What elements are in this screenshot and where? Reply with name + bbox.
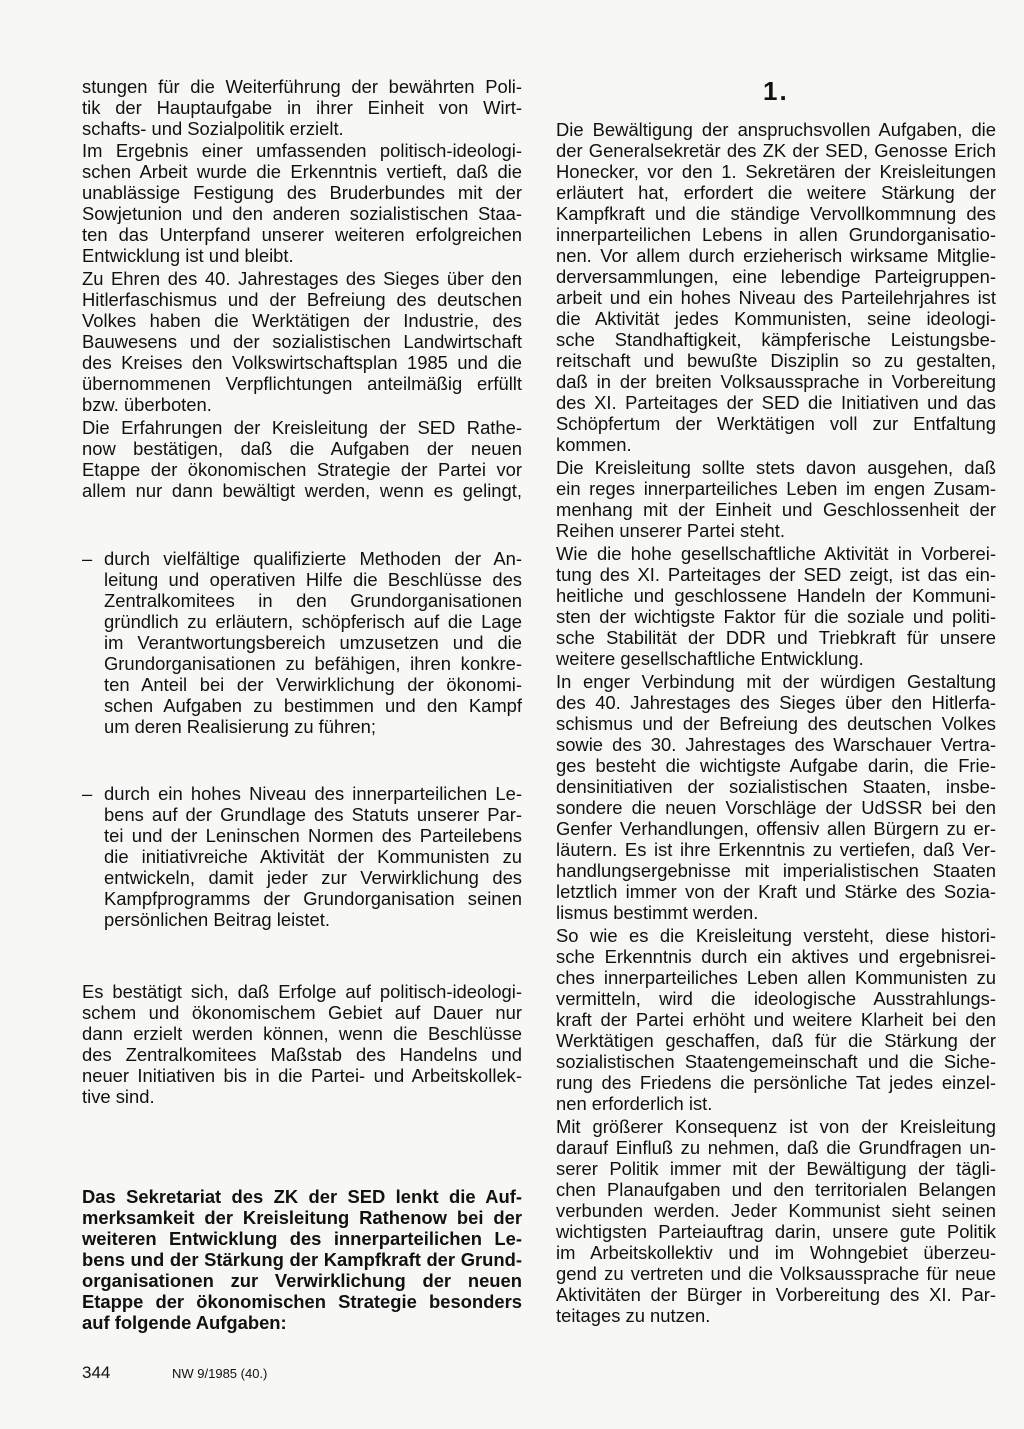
text-line: Bauwesens und der sozialistischen Landwirtschaft (82, 331, 522, 352)
text-line: Reihen unserer Partei steht. (556, 520, 785, 541)
text-line: weiteren Entwicklung des innerparteilichen Le- (82, 1228, 522, 1249)
text-line: sten der wichtigste Faktor für die soziale und politi- (556, 606, 996, 627)
text-line: Volkes haben die Werktätigen der Industrie, des (82, 310, 522, 331)
text-line: arbeit und ein hohes Niveau des Parteilehrjahres ist (556, 287, 996, 308)
text-line: schafts- und Sozialpolitik erzielt. (82, 118, 344, 139)
text-line: weitere gesellschaftliche Entwicklung. (556, 648, 864, 669)
text-line: Genfer Verhandlungen, offensiv allen Bürgern zu er- (556, 818, 996, 839)
text-line: innerparteilichen Lebens in allen Grundorganisatio- (556, 224, 996, 245)
text-line: der Generalsekretär des ZK der SED, Genosse Erich (556, 140, 996, 161)
text-line: bens und der Stärkung der Kampfkraft der Grund- (82, 1249, 522, 1270)
text-line: Honecker, vor den 1. Sekretären der Kreisleitungen (556, 161, 996, 182)
text-line: im Verantwortungsbereich umzusetzen und die (104, 632, 522, 653)
text-line: organisationen zur Verwirklichung der neuen (82, 1270, 522, 1291)
text-line: serer Politik immer mit der Bewältigung der tägli- (556, 1158, 996, 1179)
text-line: durch vielfältige qualifizierte Methoden der An- (104, 548, 522, 569)
text-line: tik der Hauptaufgabe in ihrer Einheit von Wirt- (82, 97, 522, 118)
text-line: Es bestätigt sich, daß Erfolge auf politisch-ideologi- (82, 981, 522, 1002)
text-line: sche Standhaftigkeit, kämpferische Leistungsbe- (556, 329, 996, 350)
text-line: sche Stabilität der DDR und Triebkraft für unsere (556, 627, 996, 648)
text-line: nen. Vor allem durch erzieherisch wirksame Mitglie- (556, 245, 996, 266)
text-line: bens auf der Grundlage des Statuts unserer Par- (104, 804, 522, 825)
text-line: ges besteht die wichtigste Aufgabe darin, die Frie- (556, 755, 996, 776)
text-line: Mit größerer Konsequenz ist von der Kreisleitung (556, 1116, 996, 1137)
text-line: des XI. Parteitages der SED die Initiativen und das (556, 392, 996, 413)
text-line: Zu Ehren des 40. Jahrestages des Sieges über den (82, 268, 522, 289)
text-line: Das Sekretariat des ZK der SED lenkt die Auf- (82, 1186, 522, 1207)
text-line: verbunden werden. Jeder Kommunist sieht seinen (556, 1200, 996, 1221)
text-line: vermitteln, wird die ideologische Ausstrahlungs- (556, 988, 996, 1009)
text-line: Wie die hohe gesellschaftliche Aktivität in Vorberei- (556, 543, 996, 564)
text-line: heitliche und geschlossene Handeln der Kommuni- (556, 585, 996, 606)
text-line: teitages zu nutzen. (556, 1305, 711, 1326)
section-number: 1. (763, 76, 789, 106)
text-line: allem nur dann bewältigt werden, wenn es gelingt, (82, 480, 522, 501)
text-line: daß in der breiten Volksaussprache in Vorbereitung (556, 371, 996, 392)
text-line: Sowjetunion und den anderen sozialistischen Staa- (82, 203, 522, 224)
text-line: um deren Realisierung zu führen; (104, 716, 376, 737)
text-line: schismus und der Befreiung des deutschen Volkes (556, 713, 996, 734)
text-line: stungen für die Weiterführung der bewährten Poli- (82, 76, 522, 97)
text-line: handlungsergebnisse mit imperialistischen Staaten (556, 860, 996, 881)
text-line: gend zu vertreten und die Volksaussprache für neue (556, 1263, 996, 1284)
text-line: ten Anteil bei der Verwirklichung der ökonomi- (104, 674, 522, 695)
text-line: ches innerparteiliches Leben allen Kommunisten zu (556, 967, 996, 988)
text-line: Etappe der ökonomischen Strategie besonders (82, 1291, 522, 1312)
text-line: nen erforderlich ist. (556, 1093, 713, 1114)
text-line: kraft der Partei erhöht und weitere Klarheit bei den (556, 1009, 996, 1030)
text-line: kommen. (556, 434, 632, 455)
text-line: des Zentralkomitees Maßstab des Handelns und (82, 1044, 522, 1065)
text-line: unablässige Festigung des Bruderbundes mit der (82, 182, 522, 203)
text-line: Schöpfertum der Werktätigen voll zur Entfaltung (556, 413, 996, 434)
text-line: Zentralkomitees in den Grundorganisationen (104, 590, 522, 611)
text-line: ein reges innerparteiliches Leben im engen Zusam- (556, 478, 996, 499)
text-line: läutern. Es ist ihre Erkenntnis zu vertiefen, daß Ver- (556, 839, 996, 860)
issue-reference: NW 9/1985 (40.) (172, 1366, 268, 1381)
text-line: neuer Initiativen bis in die Partei- und Arbeitskollek- (82, 1065, 522, 1086)
text-line: Grundorganisationen zu befähigen, ihren konkre- (104, 653, 522, 674)
text-line: tive sind. (82, 1086, 155, 1107)
text-line: tei und der Leninschen Normen des Parteilebens (104, 825, 522, 846)
text-line: Aktivitäten der Bürger in Vorbereitung des XI. Par- (556, 1284, 996, 1305)
text-line: chen Planaufgaben und den territorialen Belangen (556, 1179, 996, 1200)
text-line: Kampfprogramms der Grundorganisation seinen (104, 888, 522, 909)
text-line: schen Aufgaben zu bestimmen und den Kampf (104, 695, 522, 716)
text-line: entwickeln, damit jeder zur Verwirklichung des (104, 867, 522, 888)
text-line: In enger Verbindung mit der würdigen Gestaltung (556, 671, 996, 692)
text-line: auf folgende Aufgaben: (82, 1312, 287, 1333)
text-line: leitung und operativen Hilfe die Beschlüsse des (104, 569, 522, 590)
text-line: durch ein hohes Niveau des innerparteilichen Le- (104, 783, 522, 804)
bullet-dash: – (82, 548, 93, 569)
text-line: So wie es die Kreisleitung versteht, diese histori- (556, 925, 996, 946)
text-line: des 40. Jahrestages des Sieges über den Hitlerfa- (556, 692, 996, 713)
text-line: schen Arbeit wurde die Erkenntnis vertieft, daß die (82, 161, 522, 182)
text-line: sowie des 30. Jahrestages des Warschauer Vertra- (556, 734, 996, 755)
text-line: schem und ökonomischem Gebiet auf Dauer nur (82, 1002, 522, 1023)
text-line: tung des XI. Parteitages der SED zeigt, ist das ein- (556, 564, 996, 585)
text-line: die initiativreiche Aktivität der Kommunisten zu (104, 846, 522, 867)
text-line: bzw. überboten. (82, 394, 212, 415)
text-line: des Kreises den Volkswirtschaftsplan 1985 und die (82, 352, 522, 373)
text-line: derversammlungen, eine lebendige Parteigruppen- (556, 266, 996, 287)
text-line: persönlichen Beitrag leistet. (104, 909, 330, 930)
text-line: Entwicklung ist und bleibt. (82, 245, 294, 266)
text-line: erläutert hat, erfordert die weitere Stärkung der (556, 182, 996, 203)
text-line: sozialistischen Staatengemeinschaft und die Siche- (556, 1051, 996, 1072)
text-line: letztlich immer von der Kraft und Stärke des Sozia- (556, 881, 996, 902)
text-line: im Arbeitskollektiv und im Wohngebiet überzeu- (556, 1242, 996, 1263)
text-line: wichtigsten Parteiauftrag darin, unsere gute Politik (556, 1221, 996, 1242)
text-line: sche Erkenntnis durch ein aktives und ergebnisrei- (556, 946, 996, 967)
text-line: die Aktivität jedes Kommunisten, seine ideologi- (556, 308, 996, 329)
text-line: Hitlerfaschismus und der Befreiung des deutschen (82, 289, 522, 310)
text-line: densinitiativen der sozialistischen Staaten, insbe- (556, 776, 996, 797)
text-line: reitschaft und bewußte Disziplin so zu gestalten, (556, 350, 996, 371)
text-line: Etappe der ökonomischen Strategie der Partei vor (82, 459, 522, 480)
text-line: darauf Einfluß zu nehmen, daß die Grundfragen un- (556, 1137, 996, 1158)
text-line: Im Ergebnis einer umfassenden politisch-ideologi- (82, 140, 522, 161)
text-line: dann erzielt werden können, wenn die Beschlüsse (82, 1023, 522, 1044)
text-line: gründlich zu erläutern, schöpferisch auf die Lage (104, 611, 522, 632)
text-line: menhang mit der Einheit und Geschlossenheit der (556, 499, 996, 520)
text-line: merksamkeit der Kreisleitung Rathenow bei der (82, 1207, 522, 1228)
text-line: now bestätigen, daß die Aufgaben der neuen (82, 438, 522, 459)
page-number: 344 (82, 1363, 111, 1382)
text-line: Werktätigen geschaffen, daß für die Stärkung der (556, 1030, 996, 1051)
bullet-dash: – (82, 783, 93, 804)
text-line: übernommenen Verpflichtungen anteilmäßig erfüllt (82, 373, 522, 394)
text-line: Kampfkraft und die ständige Vervollkommnung des (556, 203, 996, 224)
text-line: Die Kreisleitung sollte stets davon ausgehen, daß (556, 457, 996, 478)
text-line: ten das Unterpfand unserer weiteren erfolgreichen (82, 224, 522, 245)
text-line: Die Bewältigung der anspruchsvollen Aufgaben, die (556, 119, 996, 140)
text-line: rung des Friedens die persönliche Tat jedes einzel- (556, 1072, 996, 1093)
text-line: lismus bestimmt werden. (556, 902, 759, 923)
text-line: sondere die neuen Vorschläge der UdSSR bei den (556, 797, 996, 818)
text-line: Die Erfahrungen der Kreisleitung der SED Rathe- (82, 417, 522, 438)
